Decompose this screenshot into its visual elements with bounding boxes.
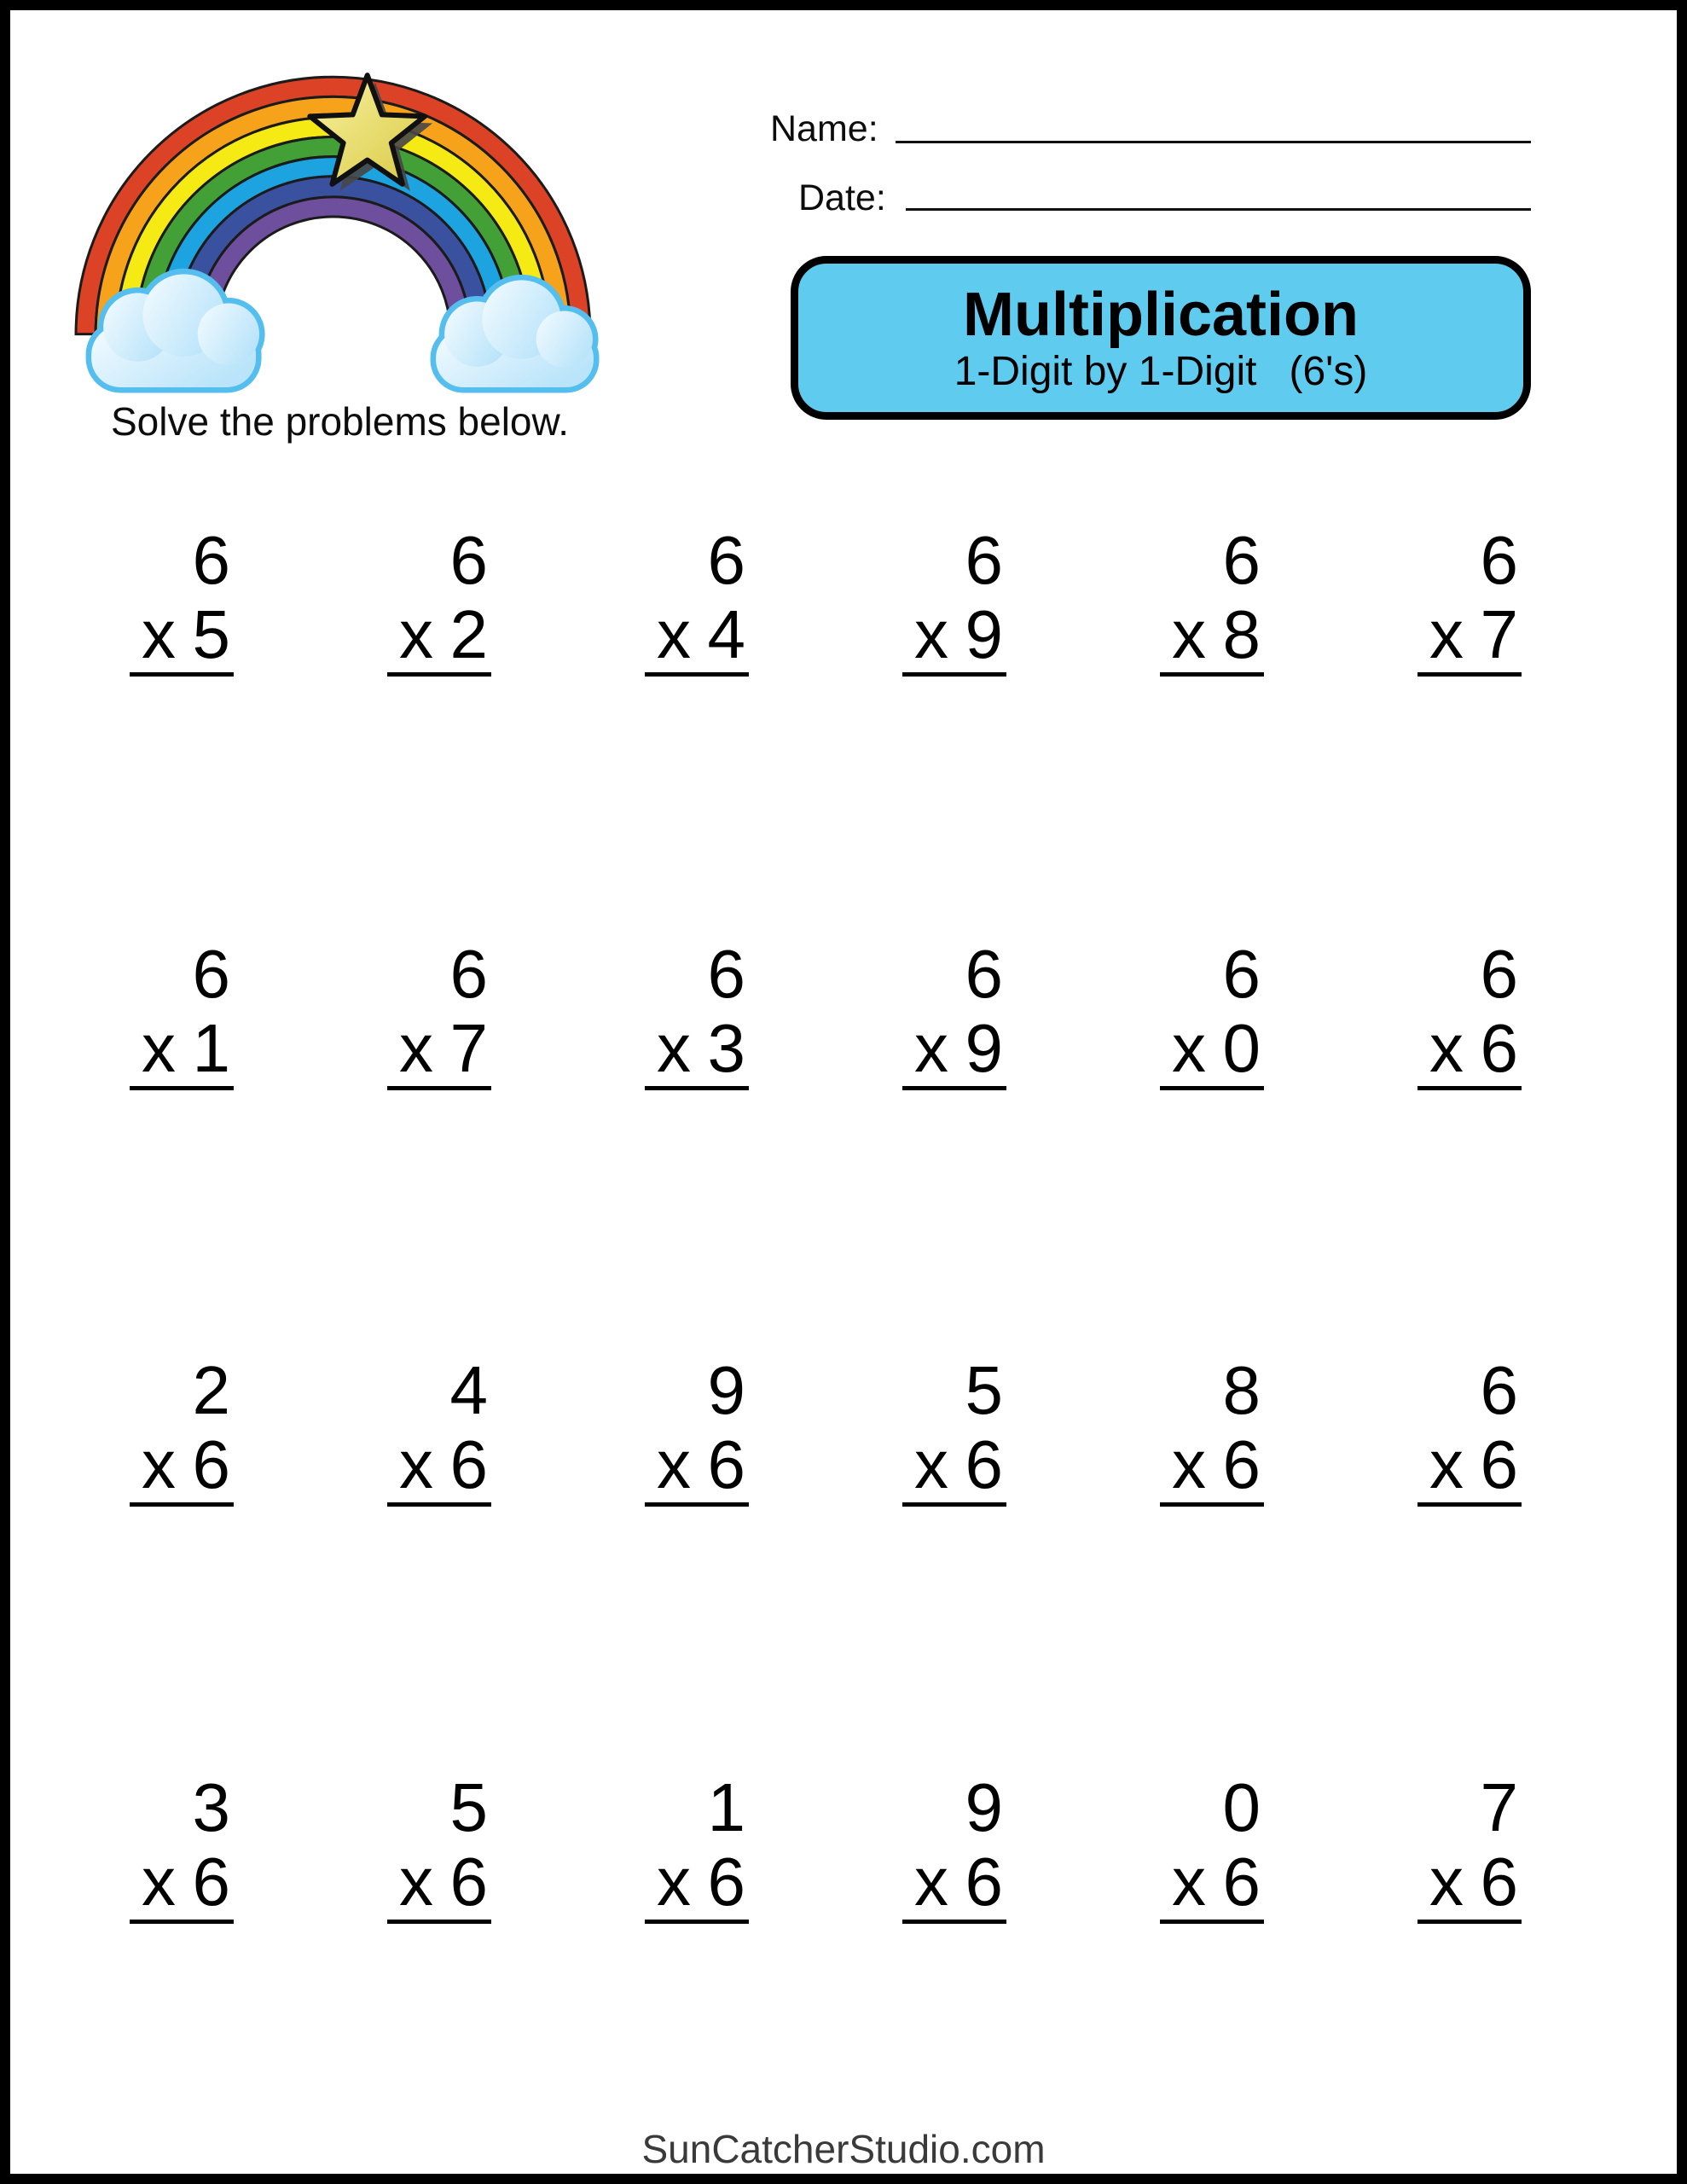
multiplier-row (902, 596, 1006, 677)
multiplicand: 6 (1480, 1352, 1518, 1428)
multiplicand: 9 (707, 1352, 745, 1428)
multiplier: 9 (965, 596, 1003, 672)
multiplier: 6 (1222, 1426, 1261, 1502)
multiply-operator: x (914, 1426, 948, 1502)
multiplier-row (1160, 1426, 1264, 1507)
problem-11 (1160, 936, 1264, 1090)
multiplier: 6 (1222, 1844, 1261, 1920)
footer-credit: SunCatcherStudio.com (641, 2127, 1046, 2171)
problem-23 (1160, 1769, 1264, 1924)
multiplicand: 3 (192, 1769, 230, 1845)
multiplier: 6 (965, 1844, 1003, 1920)
multiplier-row (130, 596, 234, 677)
multiplier: 2 (449, 596, 488, 672)
problem-16 (902, 1352, 1006, 1507)
multiplier: 8 (1222, 596, 1261, 672)
multiplier-row (130, 1844, 234, 1924)
multiplier-row (645, 1010, 749, 1090)
multiplicand: 6 (192, 522, 230, 598)
multiplier-row (645, 1426, 749, 1507)
multiply-operator: x (1429, 1426, 1464, 1502)
multiplier: 0 (1222, 1010, 1261, 1086)
multiplier-row (387, 1010, 491, 1090)
multiplier: 7 (1480, 596, 1518, 672)
multiplier-row (130, 1010, 234, 1090)
multiplicand: 1 (707, 1769, 745, 1845)
multiply-operator: x (657, 1426, 691, 1502)
multiply-operator: x (142, 1426, 176, 1502)
problem-4 (902, 522, 1006, 677)
multiplicand: 5 (965, 1352, 1003, 1428)
multiply-operator: x (657, 596, 691, 672)
problem-15 (645, 1352, 749, 1507)
multiply-operator: x (657, 1844, 691, 1920)
subtitle-main: 1-Digit by 1-Digit (954, 349, 1257, 394)
multiplier-row (130, 1426, 234, 1507)
multiplicand: 6 (449, 522, 488, 598)
multiplier-row (1417, 1426, 1522, 1507)
multiply-operator: x (1429, 1010, 1464, 1086)
multiplier: 6 (1480, 1010, 1518, 1086)
multiplier: 6 (449, 1844, 488, 1920)
multiplicand: 9 (965, 1769, 1003, 1845)
multiply-operator: x (1429, 596, 1464, 672)
multiplier: 6 (1480, 1426, 1518, 1502)
date-label: Date: (798, 177, 886, 218)
multiply-operator: x (399, 1010, 433, 1086)
multiplier: 3 (707, 1010, 745, 1086)
multiplier: 4 (707, 596, 745, 672)
problem-13 (130, 1352, 234, 1507)
multiplier-row (902, 1844, 1006, 1924)
problem-21 (645, 1769, 749, 1924)
multiply-operator: x (1172, 1844, 1206, 1920)
multiplicand: 6 (192, 936, 230, 1012)
problem-19 (130, 1769, 234, 1924)
problem-22 (902, 1769, 1006, 1924)
multiplier-row (1417, 1010, 1522, 1090)
subtitle-suffix: (6's) (1289, 349, 1368, 394)
problem-10 (902, 936, 1006, 1090)
problem-8 (387, 936, 491, 1090)
problem-18 (1417, 1352, 1522, 1507)
multiply-operator: x (399, 1426, 433, 1502)
multiplicand: 4 (449, 1352, 488, 1428)
problem-7 (130, 936, 234, 1090)
instruction-text: Solve the problems below. (111, 399, 569, 444)
problem-9 (645, 936, 749, 1090)
problem-3 (645, 522, 749, 677)
multiplicand: 8 (1222, 1352, 1261, 1428)
multiply-operator: x (914, 596, 948, 672)
multiplicand: 6 (1222, 522, 1261, 598)
multiply-operator: x (914, 1844, 948, 1920)
multiplicand: 6 (707, 522, 745, 598)
worksheet-title: Multiplication (963, 281, 1359, 349)
multiplier-row (1417, 596, 1522, 677)
multiply-operator: x (1172, 1010, 1206, 1086)
problem-12 (1417, 936, 1522, 1090)
name-label: Name: (770, 108, 878, 149)
multiplicand: 6 (1222, 936, 1261, 1012)
multiplier: 6 (965, 1426, 1003, 1502)
multiplicand: 7 (1480, 1769, 1518, 1845)
multiplicand: 2 (192, 1352, 230, 1428)
multiplicand: 6 (965, 936, 1003, 1012)
multiply-operator: x (1429, 1844, 1464, 1920)
multiplier: 6 (707, 1844, 745, 1920)
multiply-operator: x (914, 1010, 948, 1086)
problem-5 (1160, 522, 1264, 677)
problem-1 (130, 522, 234, 677)
multiply-operator: x (142, 596, 176, 672)
multiplier: 6 (707, 1426, 745, 1502)
multiplier-row (1160, 596, 1264, 677)
problem-2 (387, 522, 491, 677)
multiply-operator: x (1172, 1426, 1206, 1502)
multiplier-row (645, 1844, 749, 1924)
multiply-operator: x (399, 1844, 433, 1920)
multiplier: 6 (1480, 1844, 1518, 1920)
multiply-operator: x (399, 596, 433, 672)
problem-6 (1417, 522, 1522, 677)
multiplier-row (645, 596, 749, 677)
multiply-operator: x (142, 1844, 176, 1920)
multiplier-row (1160, 1010, 1264, 1090)
multiplier-row (1417, 1844, 1522, 1924)
multiplicand: 6 (707, 936, 745, 1012)
multiplier-row (902, 1426, 1006, 1507)
multiplicand: 6 (449, 936, 488, 1012)
multiply-operator: x (1172, 596, 1206, 672)
multiplier: 7 (449, 1010, 488, 1086)
multiplier: 5 (192, 596, 230, 672)
multiplicand: 6 (965, 522, 1003, 598)
multiplier: 1 (192, 1010, 230, 1086)
multiply-operator: x (142, 1010, 176, 1086)
multiplier: 9 (965, 1010, 1003, 1086)
problem-24 (1417, 1769, 1522, 1924)
multiplier-row (387, 1426, 491, 1507)
multiplier: 6 (192, 1426, 230, 1502)
multiply-operator: x (657, 1010, 691, 1086)
multiplicand: 0 (1222, 1769, 1261, 1845)
multiplicand: 6 (1480, 936, 1518, 1012)
multiplier: 6 (449, 1426, 488, 1502)
multiplier-row (387, 596, 491, 677)
multiplicand: 5 (449, 1769, 488, 1845)
multiplier-row (902, 1010, 1006, 1090)
multiplier-row (1160, 1844, 1264, 1924)
multiplicand: 6 (1480, 522, 1518, 598)
problem-20 (387, 1769, 491, 1924)
multiplier: 6 (192, 1844, 230, 1920)
problem-17 (1160, 1352, 1264, 1507)
multiplier-row (387, 1844, 491, 1924)
problem-14 (387, 1352, 491, 1507)
